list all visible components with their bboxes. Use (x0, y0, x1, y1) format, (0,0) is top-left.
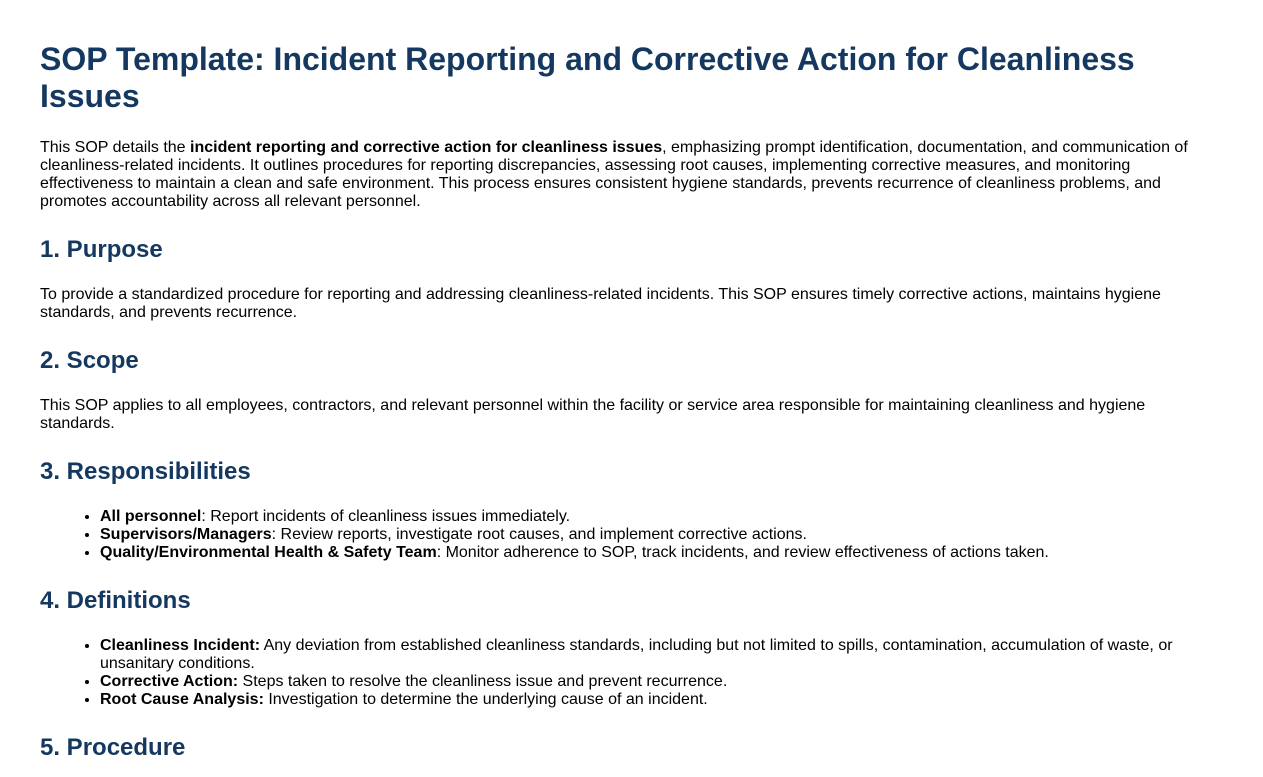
definitions-list (40, 637, 1203, 709)
list-item (100, 673, 1203, 691)
list-item (100, 526, 1203, 544)
page-title: SOP Template: Incident Reporting and Corrective Action for Cleanliness Issues (40, 41, 1135, 114)
list-item-desc: Any deviation from established cleanliness standards, including but not limited to spills, contamination, accumulation of waste, or unsanitary conditions. (100, 637, 1173, 672)
responsibilities-heading: 3. Responsibilities (40, 458, 251, 485)
purpose-text: To provide a standardized procedure for reporting and addressing cleanliness-related incidents. This SOP ensures timely corrective actions, maintains hygiene standards, and prevents recurrence. (40, 286, 1161, 321)
list-item-term: Corrective Action: (100, 673, 239, 690)
list-item (100, 691, 1203, 709)
list-item-term: Cleanliness Incident: (100, 637, 261, 654)
procedure-heading: 5. Procedure (40, 734, 186, 761)
list-item (100, 637, 1203, 673)
list-item-term: All personnel (100, 508, 202, 525)
list-item-desc: Steps taken to resolve the cleanliness issue and prevent recurrence. (238, 673, 728, 690)
list-item-desc: : Review reports, investigate root causes, and implement corrective actions. (271, 526, 807, 543)
list-item-desc: : Monitor adherence to SOP, track incidents, and review effectiveness of actions taken. (436, 544, 1049, 561)
scope-text: This SOP applies to all employees, contractors, and relevant personnel within the facility or service area responsible for maintaining cleanliness and hygiene standards. (40, 397, 1146, 432)
list-item-term: Quality/Environmental Health & Safety Team (100, 544, 437, 561)
responsibilities-list (40, 508, 1203, 562)
intro-suffix: , emphasizing prompt identification, documentation, and communication of cleanliness-related incidents. It outlines procedures for reporting discrepancies, assessing root causes, implementing corrective measures, and monitoring effectiveness to maintain a clean and safe environment. This process ensures consistent hygiene standards, prevents recurrence of cleanliness problems, and promotes accountability across all relevant personnel. (40, 139, 1188, 210)
list-item (100, 544, 1203, 562)
list-item-term: Root Cause Analysis: (100, 691, 264, 708)
definitions-heading: 4. Definitions (40, 587, 191, 614)
intro-bold: incident reporting and corrective action for cleanliness issues (190, 139, 663, 156)
list-item-term: Supervisors/Managers (100, 526, 272, 543)
list-item-desc: : Report incidents of cleanliness issues immediately. (201, 508, 571, 525)
purpose-heading: 1. Purpose (40, 236, 163, 263)
scope-heading: 2. Scope (40, 347, 139, 374)
intro-prefix: This SOP details the (40, 139, 190, 156)
list-item-desc: Investigation to determine the underlying cause of an incident. (263, 691, 708, 708)
list-item (100, 508, 1203, 526)
intro-paragraph (40, 139, 1203, 211)
